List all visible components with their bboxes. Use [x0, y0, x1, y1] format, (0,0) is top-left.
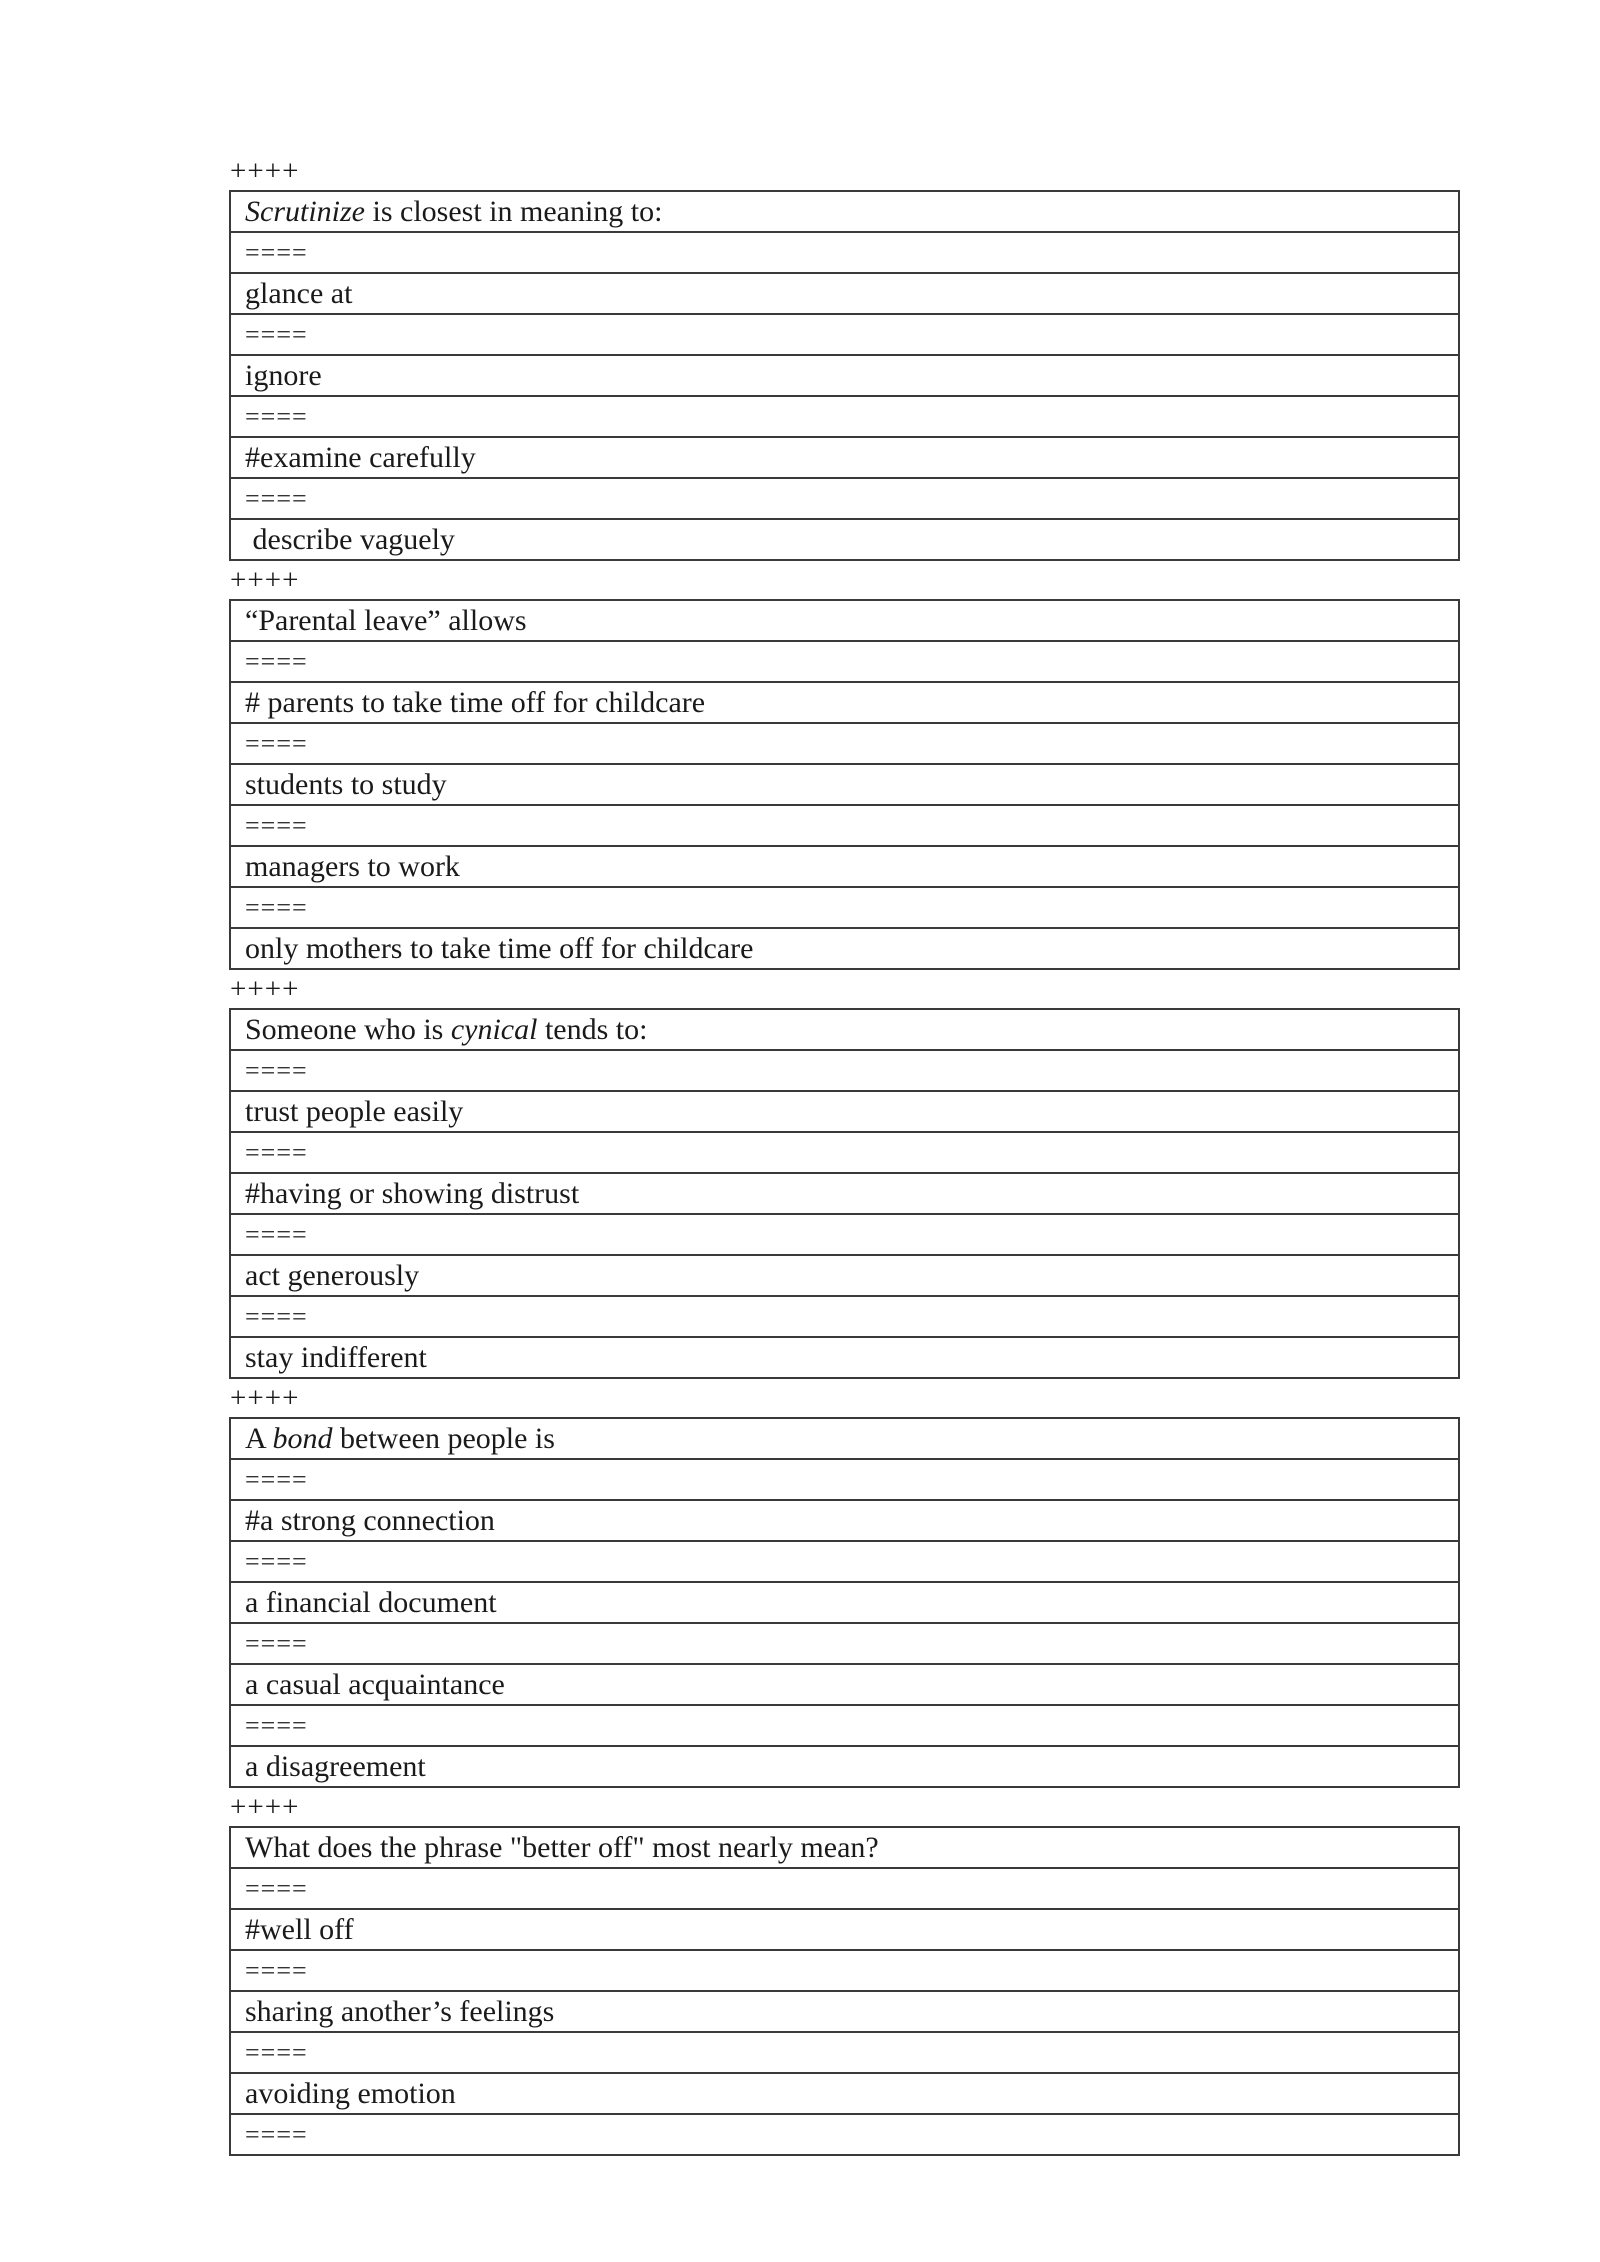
answer-option — [230, 1255, 1459, 1296]
separator-row: ==== — [230, 723, 1459, 764]
question-stem — [230, 1827, 1459, 1868]
block-marker: ++++ — [230, 1791, 300, 1823]
answer-option-text: describe vaguely — [245, 522, 455, 556]
question-stem-post: is closest in meaning to: — [365, 194, 663, 228]
question-table — [229, 1417, 1460, 1788]
answer-option — [230, 2073, 1459, 2114]
answer-option-text: a financial document — [245, 1585, 497, 1619]
separator-row: ==== — [230, 396, 1459, 437]
question-table — [229, 599, 1460, 970]
answer-option-text: #well off — [245, 1912, 354, 1946]
answer-option-text: glance at — [245, 276, 353, 310]
separator-row: ==== — [230, 887, 1459, 928]
question-stem-em: bond — [272, 1421, 333, 1455]
question-stem — [230, 1418, 1459, 1459]
answer-option — [230, 1173, 1459, 1214]
answer-option-text: #having or showing distrust — [245, 1176, 580, 1210]
answer-option-text: sharing another’s feelings — [245, 1994, 555, 2028]
separator-row: ==== — [230, 1541, 1459, 1582]
separator-row: ==== — [230, 314, 1459, 355]
answer-option-text: students to study — [245, 767, 447, 801]
block-marker: ++++ — [230, 155, 300, 187]
answer-option — [230, 1909, 1459, 1950]
block-marker: ++++ — [230, 973, 300, 1005]
question-stem-pre: What does the phrase "better off" most nearly mean? — [245, 1830, 879, 1864]
block-marker: ++++ — [230, 1382, 300, 1414]
separator-row: ==== — [230, 1705, 1459, 1746]
quiz-document — [229, 152, 1460, 2156]
answer-option — [230, 1991, 1459, 2032]
separator-row: ==== — [230, 1623, 1459, 1664]
separator-row: ==== — [230, 1950, 1459, 1991]
answer-option — [230, 1664, 1459, 1705]
answer-option-text: a disagreement — [245, 1749, 426, 1783]
separator-row: ==== — [230, 1296, 1459, 1337]
answer-option — [230, 846, 1459, 887]
question-stem — [230, 1009, 1459, 1050]
separator-row: ==== — [230, 1214, 1459, 1255]
answer-option-text: #a strong connection — [245, 1503, 495, 1537]
question-table — [229, 1008, 1460, 1379]
answer-option — [230, 1500, 1459, 1541]
question-stem-pre: Someone who is — [245, 1012, 451, 1046]
question-stem-pre: “Parental leave” allows — [245, 603, 527, 637]
separator-row: ==== — [230, 2032, 1459, 2073]
answer-option-text: a casual acquaintance — [245, 1667, 505, 1701]
answer-option — [230, 764, 1459, 805]
question-stem-em: cynical — [450, 1012, 538, 1046]
question-stem-post: tends to: — [537, 1012, 648, 1046]
question-stem — [230, 191, 1459, 232]
answer-option — [230, 437, 1459, 478]
separator-row: ==== — [230, 1868, 1459, 1909]
answer-option — [230, 1746, 1459, 1787]
answer-option — [230, 682, 1459, 723]
answer-option — [230, 519, 1459, 560]
separator-row: ==== — [230, 1459, 1459, 1500]
answer-option-text: #examine carefully — [245, 440, 476, 474]
separator-row: ==== — [230, 478, 1459, 519]
answer-option — [230, 928, 1459, 969]
block-marker: ++++ — [230, 564, 300, 596]
question-table — [229, 1826, 1460, 2156]
separator-row: ==== — [230, 232, 1459, 273]
answer-option — [230, 355, 1459, 396]
separator-row: ==== — [230, 805, 1459, 846]
answer-option-text: managers to work — [245, 849, 460, 883]
answer-option-text: avoiding emotion — [245, 2076, 456, 2110]
answer-option — [230, 1582, 1459, 1623]
answer-option-text: # parents to take time off for childcare — [245, 685, 706, 719]
answer-option-text: trust people easily — [245, 1094, 464, 1128]
question-stem-em: Scrutinize — [245, 194, 365, 228]
answer-option — [230, 273, 1459, 314]
separator-row: ==== — [230, 1132, 1459, 1173]
separator-row: ==== — [230, 1050, 1459, 1091]
separator-row: ==== — [230, 2114, 1459, 2155]
answer-option-text: act generously — [245, 1258, 420, 1292]
question-stem-post: between people is — [332, 1421, 555, 1455]
question-stem — [230, 600, 1459, 641]
answer-option-text: only mothers to take time off for childcare — [245, 931, 754, 965]
answer-option-text: ignore — [245, 358, 322, 392]
answer-option — [230, 1337, 1459, 1378]
answer-option — [230, 1091, 1459, 1132]
answer-option-text: stay indifferent — [245, 1340, 427, 1374]
question-stem-pre: A — [245, 1421, 273, 1455]
question-table — [229, 190, 1460, 561]
separator-row: ==== — [230, 641, 1459, 682]
